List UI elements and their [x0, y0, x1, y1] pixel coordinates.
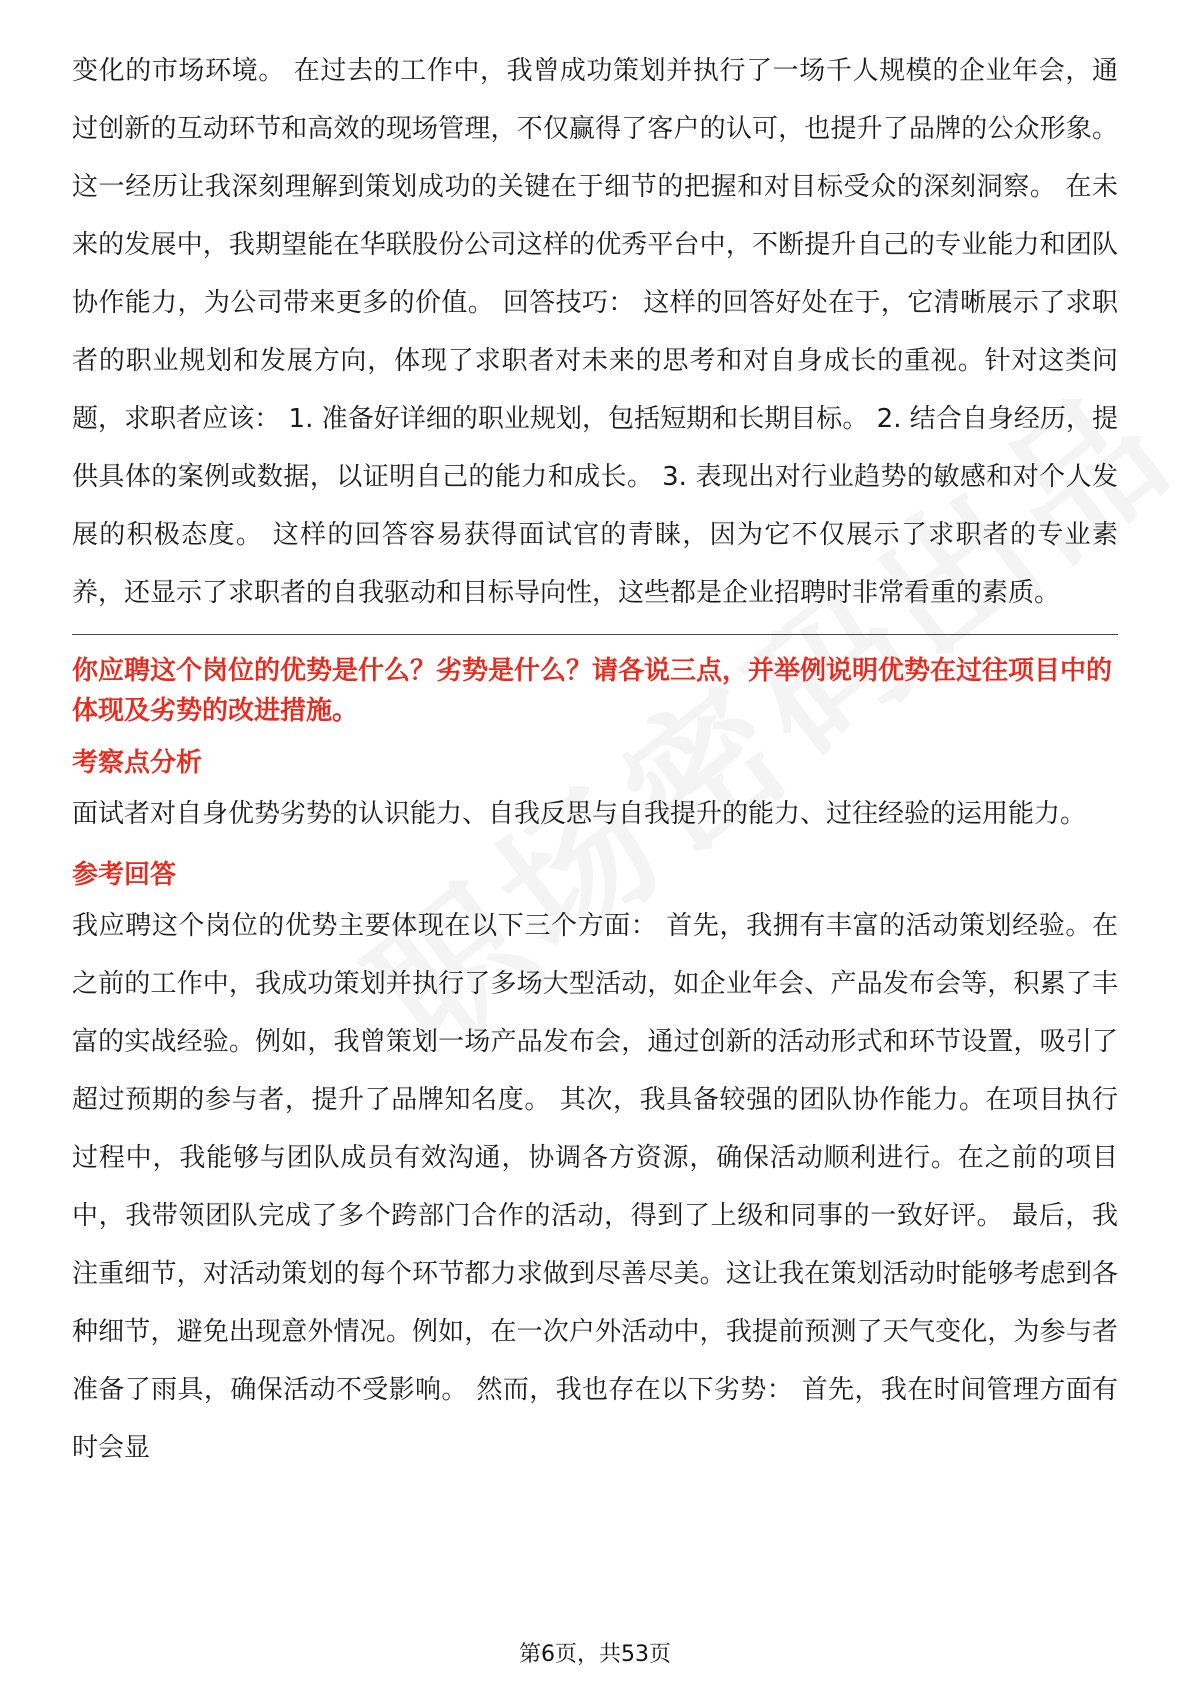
- analysis-title: 考察点分析: [72, 748, 203, 778]
- page-number: 第6页，共53页: [519, 1642, 671, 1667]
- answer-text: 我应聘这个岗位的优势主要体现在以下三个方面： 首先，我拥有丰富的活动策划经验。在之前的工作中，我成功策划并执行了多场大型活动，如企业年会、产品发布会等，积累了丰富的实战经验。例如，我曾策划一场产品发布会，通过创新的活动形式和环节设置，吸引了超过预期的参与者，提升了品牌知名度。 其次，我具备较强的团队协作能力。在项目执行过程中，我能够与团队成员有效沟通，协调各方资源，确保活动顺利进行。在之前的项目中，我带领团队完成了多个跨部门合作的活动，得到了上级和同事的一致好评。 最后，我注重细节，对活动策划的每个环节都力求做到尽善尽美。这让我在策划活动时能够考虑到各种细节，避免出现意外情况。例如，在一次户外活动中，我提前预测了天气变化，为参与者准备了雨具，确保活动不受影响。 然而，我也存在以下劣势： 首先，我在时间管理方面有时会显: [72, 911, 1118, 1463]
- page-content: [72, 42, 1118, 1477]
- analysis-text: 面试者对自身优势劣势的认识能力、自我反思与自我提升的能力、过往经验的运用能力。: [72, 799, 1087, 829]
- question-heading: 你应聘这个岗位的优势是什么？劣势是什么？请各说三点，并举例说明优势在过往项目中的体现及劣势的改进措施。: [72, 656, 1113, 726]
- answer-title: 参考回答: [72, 860, 177, 890]
- section-gap: [72, 843, 1118, 853]
- body-paragraph: 变化的市场环境。 在过去的工作中，我曾成功策划并执行了一场千人规模的企业年会，通过创新的互动环节和高效的现场管理，不仅赢得了客户的认可，也提升了品牌的公众形象。这一经历让我深刻理解到策划成功的关键在于细节的把握和对目标受众的深刻洞察。 在未来的发展中，我期望能在华联股份公司这样的优秀平台中，不断提升自己的专业能力和团队协作能力，为公司带来更多的价值。 回答技巧： 这样的回答好处在于，它清晰展示了求职者的职业规划和发展方向，体现了求职者对未来的思考和对自身成长的重视。针对这类问题，求职者应该： 1. 准备好详细的职业规划，包括短期和长期目标。 2. 结合自身经历，提供具体的案例或数据，以证明自己的能力和成长。 3. 表现出对行业趋势的敏感和对个人发展的积极态度。 这样的回答容易获得面试官的青睐，因为它不仅展示了求职者的专业素养，还显示了求职者的自我驱动和目标导向性，这些都是企业招聘时非常看重的素质。: [72, 56, 1118, 608]
- divider: [72, 634, 1118, 635]
